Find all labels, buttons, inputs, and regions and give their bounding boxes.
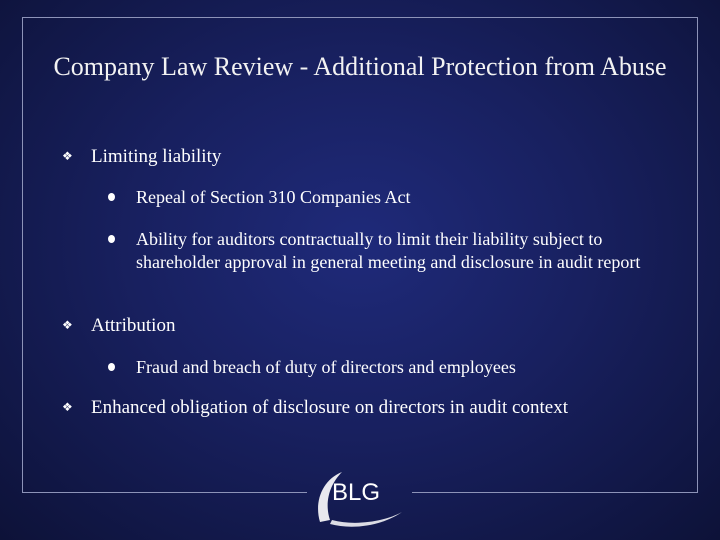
- frame-bottom-right-line: [412, 492, 698, 493]
- bullet-label: Enhanced obligation of disclosure on directors in audit context: [91, 397, 568, 418]
- round-bullet-icon: [108, 193, 115, 201]
- round-bullet-icon: [108, 235, 115, 243]
- subbullet-label: Ability for auditors contractually to limit their liability subject to shareholder approval in general meeting and disclosure in audit report: [136, 229, 641, 272]
- frame-bottom-left-line: [22, 492, 307, 493]
- subbullet-label: Repeal of Section 310 Companies Act: [136, 187, 411, 207]
- diamond-bullet-icon: ❖: [62, 318, 73, 332]
- logo-text: BLG: [332, 479, 381, 506]
- bullet-label: Limiting liability: [91, 146, 222, 167]
- subbullet-label: Fraud and breach of duty of directors and employees: [136, 357, 516, 377]
- diamond-bullet-icon: ❖: [62, 149, 73, 163]
- round-bullet-icon: [108, 363, 115, 371]
- slide-title: Company Law Review - Additional Protection from Abuse: [53, 52, 667, 81]
- bullet-label: Attribution: [91, 315, 176, 336]
- diamond-bullet-icon: ❖: [62, 400, 73, 414]
